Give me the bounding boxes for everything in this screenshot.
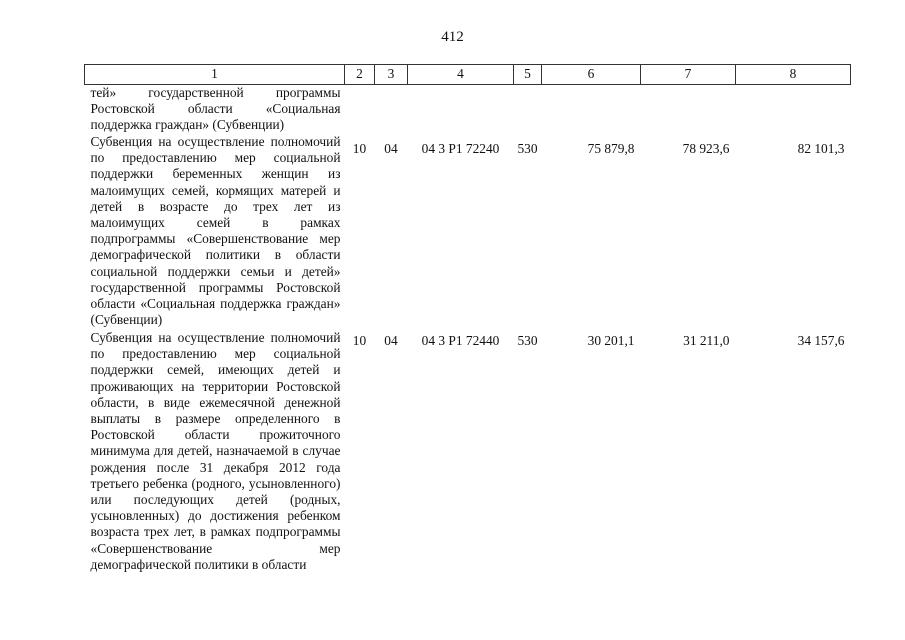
row-description: Субвенция на осуществление полномочий по предоставлению мер социальной поддержки беременных женщин из малоимущих семей, кормящих матерей и детей в возрасте до трех лет из малоимущих семей в рамках подпрограммы «Совершенствование мер демографической политики в области социальной поддержки семьи и детей» государственной программы Ростовской области «Социальная поддержка граждан» (Субвенции) xyxy=(90,134,341,328)
row-subsection xyxy=(375,85,408,135)
table-row xyxy=(85,330,851,573)
row-target-code: 04 3 P1 72440 xyxy=(421,333,500,348)
column-header: 4 xyxy=(408,65,514,85)
column-header: 8 xyxy=(736,65,851,85)
row-description: Субвенция на осуществление полномочий по предоставлению мер социальной поддержки семей, имеющих детей и проживающих на территории Ростовской области, в виде ежемесячной денежной выплаты в размере определенного в Ростовской области прожиточного минимума для детей, назначаемой в случае рождения после 31 декабря 2012 года третьего ребенка (родного, усыновленного) или последующих детей (родных, усыновленных) до достижения ребенком возраста трех лет, в рамках подпрограммы «Совершенствование мер демографической политики в области xyxy=(90,330,341,572)
table-header-row xyxy=(85,65,851,85)
row-value-col8: 34 157,6 xyxy=(797,333,845,348)
row-section: 10 xyxy=(352,141,367,156)
row-expense-type: 530 xyxy=(517,333,538,348)
row-target-code: 04 3 P1 72240 xyxy=(421,141,500,156)
row-section xyxy=(345,85,375,135)
row-value-col6: 75 879,8 xyxy=(587,141,635,156)
budget-table xyxy=(84,64,851,573)
table-row xyxy=(85,85,851,135)
table-row xyxy=(85,134,851,330)
column-header: 7 xyxy=(641,65,736,85)
row-section: 10 xyxy=(352,333,367,348)
row-subsection: 04 xyxy=(384,333,398,348)
row-value-col7: 78 923,6 xyxy=(682,141,730,156)
row-target-code xyxy=(408,85,514,135)
row-value-col7 xyxy=(641,85,736,135)
row-value-col6 xyxy=(542,85,641,135)
row-subsection: 04 xyxy=(384,141,398,156)
column-header: 1 xyxy=(85,65,345,85)
row-expense-type: 530 xyxy=(517,141,538,156)
page-number: 412 xyxy=(441,29,464,45)
row-description: тей» государственной программы Ростовской области «Социальная поддержка граждан» (Субвенции) xyxy=(90,85,341,133)
column-header: 2 xyxy=(345,65,375,85)
row-value-col8: 82 101,3 xyxy=(797,141,845,156)
column-header: 5 xyxy=(514,65,542,85)
row-value-col6: 30 201,1 xyxy=(587,333,635,348)
row-expense-type xyxy=(514,85,542,135)
column-header: 6 xyxy=(542,65,641,85)
column-header: 3 xyxy=(375,65,408,85)
row-value-col7: 31 211,0 xyxy=(683,333,730,348)
row-value-col8 xyxy=(736,85,851,135)
